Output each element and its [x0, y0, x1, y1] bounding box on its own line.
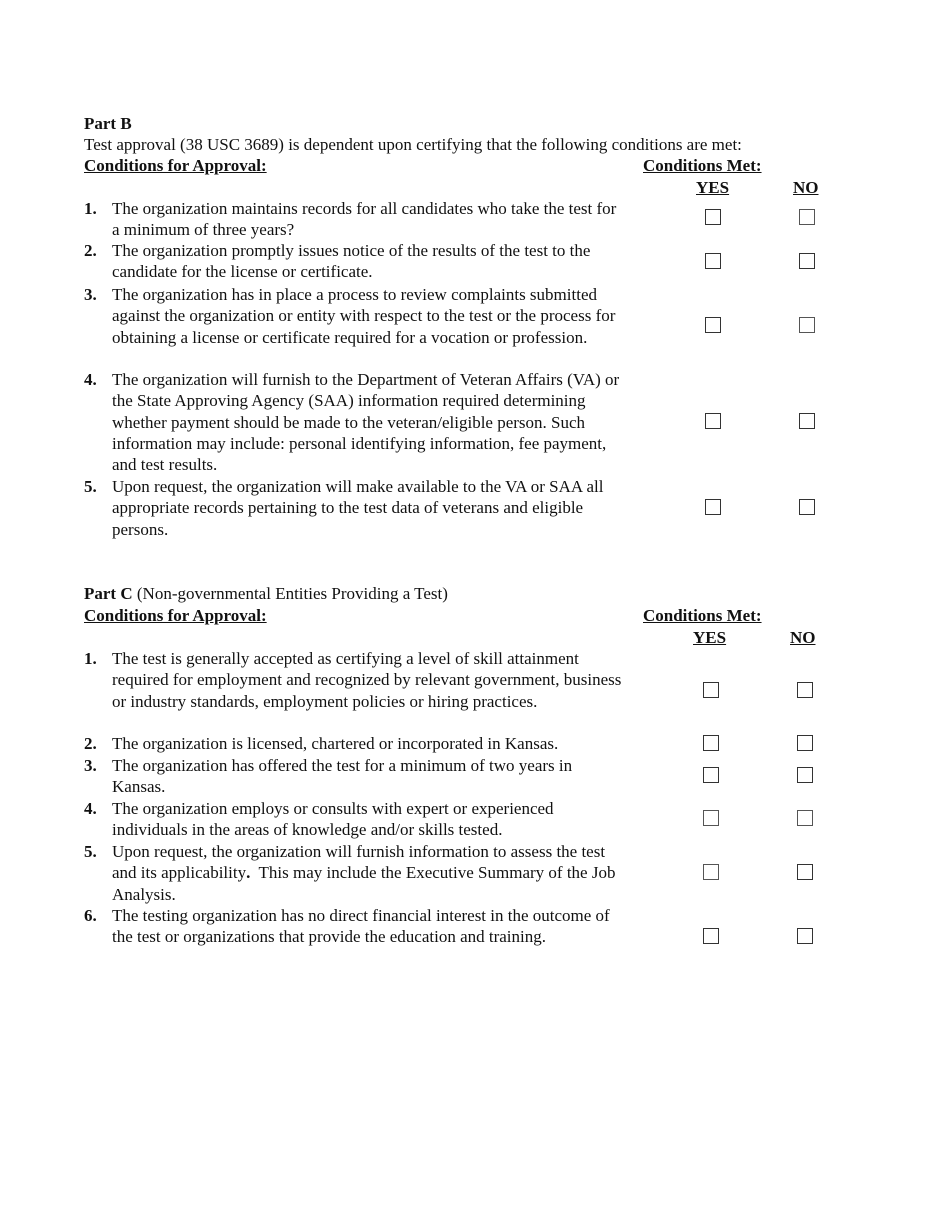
item-text	[112, 841, 624, 905]
item-number: 2.	[84, 734, 97, 753]
part-c-item-4-yes-checkbox[interactable]	[703, 810, 719, 826]
part-b-item-2	[84, 240, 624, 283]
item-text: Upon request, the organization will make available to the VA or SAA all appropriate records pertaining to the test data of veterans and eligible persons.	[112, 477, 604, 539]
item-text: The organization employs or consults with expert or experienced individuals in the areas of knowledge and/or skills tested.	[112, 799, 554, 840]
item-text: The organization maintains records for all candidates who take the test for a minimum of three years?	[112, 199, 617, 240]
item-number: 1.	[84, 199, 97, 218]
part-c-conditions-met-label: Conditions Met:	[643, 606, 762, 625]
item-number: 3.	[84, 756, 97, 775]
part-c-conditions-label: Conditions for Approval:	[84, 606, 267, 625]
part-b-item-5-yes-checkbox[interactable]	[705, 499, 721, 515]
part-c-item-1-yes-checkbox[interactable]	[703, 682, 719, 698]
item-text-part-a: Upon request, the organization will furnish information to assess the test and its applicability	[112, 842, 606, 883]
part-c-item-6-yes-checkbox[interactable]	[703, 928, 719, 944]
part-b-item-4	[84, 369, 624, 475]
part-b-item-2-no-checkbox[interactable]	[799, 253, 815, 269]
item-text: The organization promptly issues notice of the results of the test to the candidate for the license or certificate.	[112, 241, 591, 282]
part-c-item-3-yes-checkbox[interactable]	[703, 767, 719, 783]
part-c-heading-line	[84, 583, 448, 604]
item-text-period: .	[246, 863, 251, 883]
item-text: The organization is licensed, chartered or incorporated in Kansas.	[112, 734, 559, 753]
part-c-item-2-no-checkbox[interactable]	[797, 735, 813, 751]
part-c-item-3-no-checkbox[interactable]	[797, 767, 813, 783]
item-number: 4.	[84, 799, 97, 818]
part-b-heading: Part B	[84, 114, 132, 133]
part-b-item-4-yes-checkbox[interactable]	[705, 413, 721, 429]
part-c-item-2-yes-checkbox[interactable]	[703, 735, 719, 751]
item-number: 5.	[84, 477, 97, 496]
part-c-heading-note: (Non-governmental Entities Providing a Test)	[132, 584, 448, 603]
part-b-item-2-yes-checkbox[interactable]	[705, 253, 721, 269]
part-b-yes-header: YES	[696, 178, 730, 197]
part-c-item-1	[84, 648, 624, 712]
item-text-part-b: This may include the Executive Summary of the Job Analysis.	[112, 863, 619, 904]
part-c-item-2	[84, 733, 624, 754]
part-c-item-3	[84, 755, 624, 798]
part-b-item-1-no-checkbox[interactable]	[799, 209, 815, 225]
part-b-intro: Test approval (38 USC 3689) is dependent upon certifying that the following conditions are met:	[84, 135, 742, 154]
item-number: 2.	[84, 241, 97, 260]
part-b-item-5-no-checkbox[interactable]	[799, 499, 815, 515]
part-c-no-header: NO	[790, 628, 816, 647]
item-text: The organization has offered the test for a minimum of two years in Kansas.	[112, 756, 573, 797]
part-b-no-header: NO	[793, 178, 819, 197]
part-c-item-5	[84, 841, 624, 905]
item-text: The test is generally accepted as certifying a level of skill attainment required for employment and recognized by relevant government, business or industry standards, employment policies or hiring practices.	[112, 649, 622, 711]
part-b-item-1-yes-checkbox[interactable]	[705, 209, 721, 225]
item-number: 5.	[84, 842, 97, 861]
part-c-item-4-no-checkbox[interactable]	[797, 810, 813, 826]
item-number: 4.	[84, 370, 97, 389]
item-number: 3.	[84, 285, 97, 304]
part-c-yes-header: YES	[693, 628, 727, 647]
part-b-item-3-no-checkbox[interactable]	[799, 317, 815, 333]
part-c-item-5-yes-checkbox[interactable]	[703, 864, 719, 880]
part-c-item-1-no-checkbox[interactable]	[797, 682, 813, 698]
item-text: The testing organization has no direct financial interest in the outcome of the test or organizations that provide the education and training.	[112, 906, 610, 947]
part-b-item-5	[84, 476, 624, 540]
part-b-item-3-yes-checkbox[interactable]	[705, 317, 721, 333]
item-text: The organization will furnish to the Department of Veteran Affairs (VA) or the State Approving Agency (SAA) information required determining whether payment should be made to the veteran/eligible person. Such information may include: personal identifying information, fee payment, and test results.	[112, 370, 620, 475]
part-b-conditions-label: Conditions for Approval:	[84, 156, 267, 175]
part-c-item-6-no-checkbox[interactable]	[797, 928, 813, 944]
part-b-item-4-no-checkbox[interactable]	[799, 413, 815, 429]
item-text: The organization has in place a process to review complaints submitted against the organization or entity with respect to the test or the process for obtaining a license or certificate required for a vocation or profession.	[112, 285, 616, 347]
item-number: 1.	[84, 649, 97, 668]
part-b-conditions-met-label: Conditions Met:	[643, 156, 762, 175]
part-c-item-4	[84, 798, 624, 841]
part-b-item-1	[84, 198, 624, 241]
part-b-item-3	[84, 284, 624, 348]
item-number: 6.	[84, 906, 97, 925]
part-c-heading: Part C	[84, 584, 133, 603]
part-c-item-6	[84, 905, 624, 948]
part-c-item-5-no-checkbox[interactable]	[797, 864, 813, 880]
